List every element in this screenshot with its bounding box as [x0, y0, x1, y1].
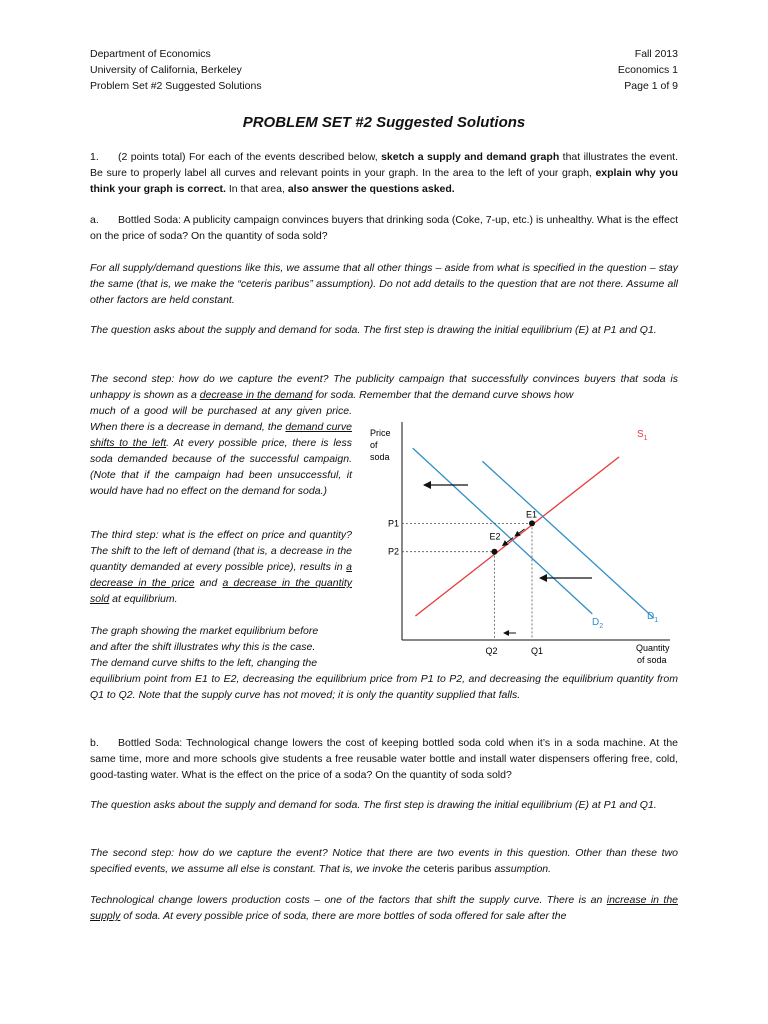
demand-curve-d2-label: $D_2$	[592, 617, 604, 630]
page-title: PROBLEM SET #2 Suggested Solutions	[242, 114, 526, 131]
answer-a-paragraph-3-wrap: much of a good will be purchased at any given price. When there is a decrease in demand, the demand curve shifts to the left. At every possible price, there is less soda demanded because of the successful campaign. (Note that if the campaign had been unsuccessful, it would have had no effect on the demand for soda.)	[90, 405, 352, 497]
header-doc-title: Problem Set #2 Suggested Solutions	[90, 80, 262, 92]
e1-label: E1	[525, 509, 537, 520]
supply-curve-label: $S_1$	[637, 429, 648, 442]
y-axis-label-line-1: Price	[370, 428, 391, 438]
q2-tick-label: Q2	[485, 646, 498, 656]
answer-a-paragraph-5-rest: equilibrium point from E1 to E2, decreasing the equilibrium price from P1 to P2, and decreasing the equilibrium quantity from Q1 to Q2. Note that the supply curve has not moved; it is only the quantity supplied that falls.	[90, 673, 678, 701]
supply-demand-graph	[360, 418, 680, 674]
demand-curve-d2	[413, 448, 593, 614]
x-axis-label-line-2: of soda	[637, 655, 667, 665]
answer-a-paragraph-3-top: The second step: how do we capture the event? The publicity campaign that successfully convinces buyers that soda is unhappy is shown as a decrease in the demand for soda. Remember that the demand curve shows how	[90, 373, 678, 401]
header-department: Department of Economics	[90, 48, 211, 60]
question-number: 1.	[90, 151, 99, 163]
header-term: Fall 2013	[634, 48, 678, 60]
answer-a-paragraph-2: The question asks about the supply and demand for soda. The first step is drawing the initial equilibrium (E) at P1 and Q1.	[90, 324, 657, 336]
question-1a: a. Bottled Soda: A publicity campaign convinces buyers that drinking soda (Coke, 7-up, etc.) is unhealthy. What is the effect on the price of soda? On the quantity of soda sold?	[90, 214, 678, 242]
equilibrium-point-e1	[529, 520, 535, 526]
demand-curve-d1-label: $D_1$	[647, 611, 659, 624]
q1-tick-label: Q1	[530, 646, 543, 656]
p1-tick-label: P1	[387, 518, 399, 529]
answer-b-paragraph-2: The second step: how do we capture the event? Notice that there are two events in this question. Other than these two specified events, we assume all else is constant. That is, we invoke the ceteris paribus assumption.	[90, 847, 678, 875]
header-course: Economics 1	[617, 64, 678, 76]
question-1b: b. Bottled Soda: Technological change lowers the cost of keeping bottled soda cold when it’s in a soda machine. At the same time, more and more schools give students a free reusable water bottle and install water dispensers offering free, cold, good-tasting water. What is the effect on the price of a soda? On the quantity of soda sold?	[90, 737, 678, 781]
equilibrium-point-e2	[491, 549, 497, 555]
x-axis-label-line-1: Quantity	[636, 643, 670, 653]
e2-label: E2	[489, 531, 501, 542]
question-label: b.	[90, 737, 99, 749]
header-right	[618, 46, 678, 94]
answer-b-paragraph-3: Technological change lowers production costs – one of the factors that shift the supply curve. There is an increase in the supply of soda. At every possible price of soda, there are more bottles of soda offered for sale after the	[90, 894, 679, 922]
header-page-number: Page 1 of 9	[624, 80, 678, 92]
answer-a-paragraph-4: The third step: what is the effect on price and quantity? The shift to the left of demand (that is, a decrease in the quantity demanded at every possible price), results in a decrease in the price and a decrease in the quantity sold at equilibrium.	[90, 529, 352, 605]
question-1: 1. (2 points total) For each of the events described below, sketch a supply and demand graph that illustrates the event. Be sure to properly label all curves and relevant points in your graph. In the area to the left of your graph, explain why you think your graph is correct. In that area, also answer the questions asked.	[90, 151, 679, 195]
p2-tick-label: P2	[387, 546, 399, 557]
y-axis-label-line-3: soda	[370, 452, 390, 462]
question-label: a.	[90, 214, 99, 226]
answer-a-paragraph-1: For all supply/demand questions like this, we assume that all other things – aside from what is specified in the question – stay the same (that is, we make the “ceteris paribus” assumption). Do not add details to the question that are not there. Assume all other factors are held constant.	[90, 262, 678, 306]
demand-curve-d1	[482, 461, 654, 618]
answer-a-paragraph-5-wrap: The graph showing the market equilibrium before and after the shift illustrates why this is the case. The demand curve shifts to the left, changing the	[90, 625, 319, 669]
header-left	[90, 46, 262, 94]
header-university: University of California, Berkeley	[90, 64, 242, 76]
supply-curve-s1	[415, 457, 619, 616]
y-axis-label-line-2: of	[370, 440, 378, 450]
answer-b-paragraph-1: The question asks about the supply and demand for soda. The first step is drawing the initial equilibrium (E) at P1 and Q1.	[90, 799, 657, 811]
